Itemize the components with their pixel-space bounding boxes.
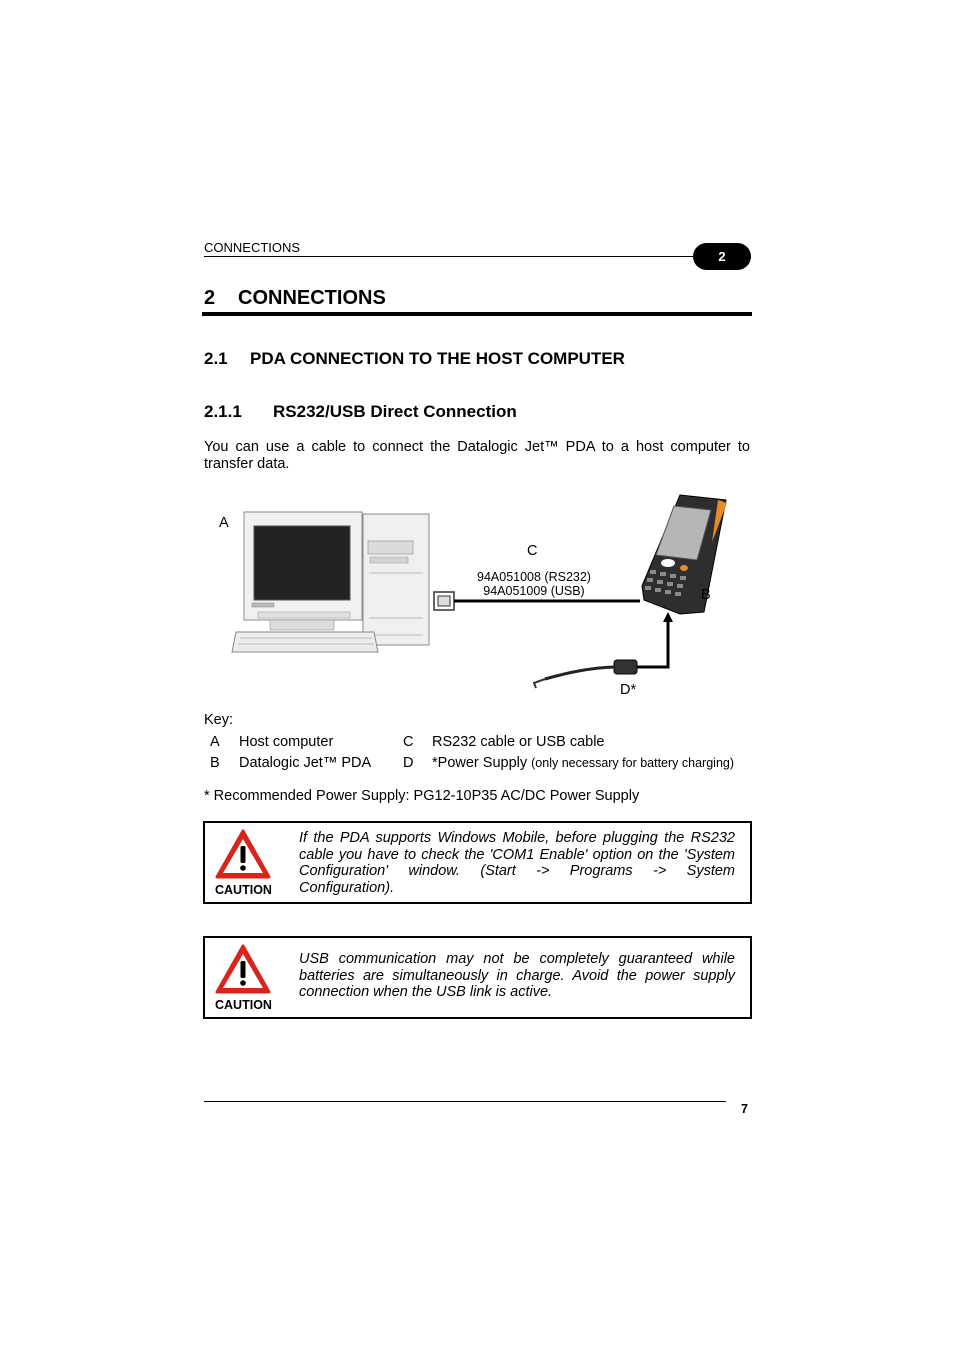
key-text-c: RS232 cable or USB cable	[432, 734, 605, 750]
chapter-title: CONNECTIONS	[238, 287, 386, 309]
key-letter-a: A	[210, 734, 220, 750]
cable-part-usb: 94A051009 (USB)	[483, 584, 585, 598]
caution-text: USB communication may not be completely guaranteed while batteries are simultaneously in charge. Avoid the power supply connection when the USB link is active.	[299, 951, 735, 1000]
caution-text: If the PDA supports Windows Mobile, before plugging the RS232 cable you have to check the 'COM1 Enable' option on the 'System Configuration' window. (Start -> Programs -> System Configuration).	[299, 830, 735, 896]
power-supply-note: * Recommended Power Supply: PG12-10P35 AC/DC Power Supply	[204, 788, 640, 804]
key-text-b: Datalogic Jet™ PDA	[239, 755, 372, 771]
key-text-d	[432, 755, 734, 771]
tower-icon	[363, 514, 429, 645]
running-header: CONNECTIONS	[204, 240, 301, 255]
section-number: 2.1	[204, 349, 228, 368]
figure-label-c: C	[527, 543, 538, 559]
key-text-d-main: *Power Supply	[432, 755, 528, 771]
key-text-d-note: (only necessary for battery charging)	[531, 756, 735, 770]
chapter-number: 2	[204, 287, 216, 309]
power-plug-icon	[534, 679, 545, 688]
section-title: PDA CONNECTION TO THE HOST COMPUTER	[250, 349, 625, 368]
figure-label-a: A	[219, 515, 229, 531]
subsection-title: RS232/USB Direct Connection	[273, 402, 517, 421]
figure-label-b: B	[701, 587, 711, 603]
arrow-icon	[663, 612, 673, 622]
cable-part-rs232: 94A051008 (RS232)	[477, 570, 591, 584]
page-number: 7	[741, 1102, 748, 1116]
caution-label: CAUTION	[215, 883, 272, 897]
key-title: Key:	[204, 712, 234, 728]
warning-icon	[214, 828, 272, 880]
power-cable	[636, 616, 668, 667]
key-letter-c: C	[403, 734, 414, 750]
keyboard-icon	[232, 632, 378, 652]
ferrite-core-icon	[614, 660, 637, 674]
intro-paragraph: You can use a cable to connect the Datalogic Jet™ PDA to a host computer to transfer data.	[204, 439, 750, 472]
key-text-a: Host computer	[239, 734, 334, 750]
chapter-tab: 2	[693, 243, 751, 270]
subsection-number: 2.1.1	[204, 402, 242, 421]
warning-icon	[214, 943, 272, 995]
monitor-icon	[244, 512, 362, 630]
caution-box-usb	[203, 936, 752, 1019]
key-letter-d: D	[403, 755, 414, 771]
caution-box-com1	[203, 821, 752, 904]
pda-device-icon	[642, 495, 727, 614]
key-letter-b: B	[210, 755, 220, 771]
footer-rule	[204, 1101, 726, 1102]
db9-connector-icon	[434, 592, 454, 610]
power-cord	[545, 667, 614, 679]
figure-label-d: D*	[620, 682, 637, 698]
caution-label: CAUTION	[215, 998, 272, 1012]
